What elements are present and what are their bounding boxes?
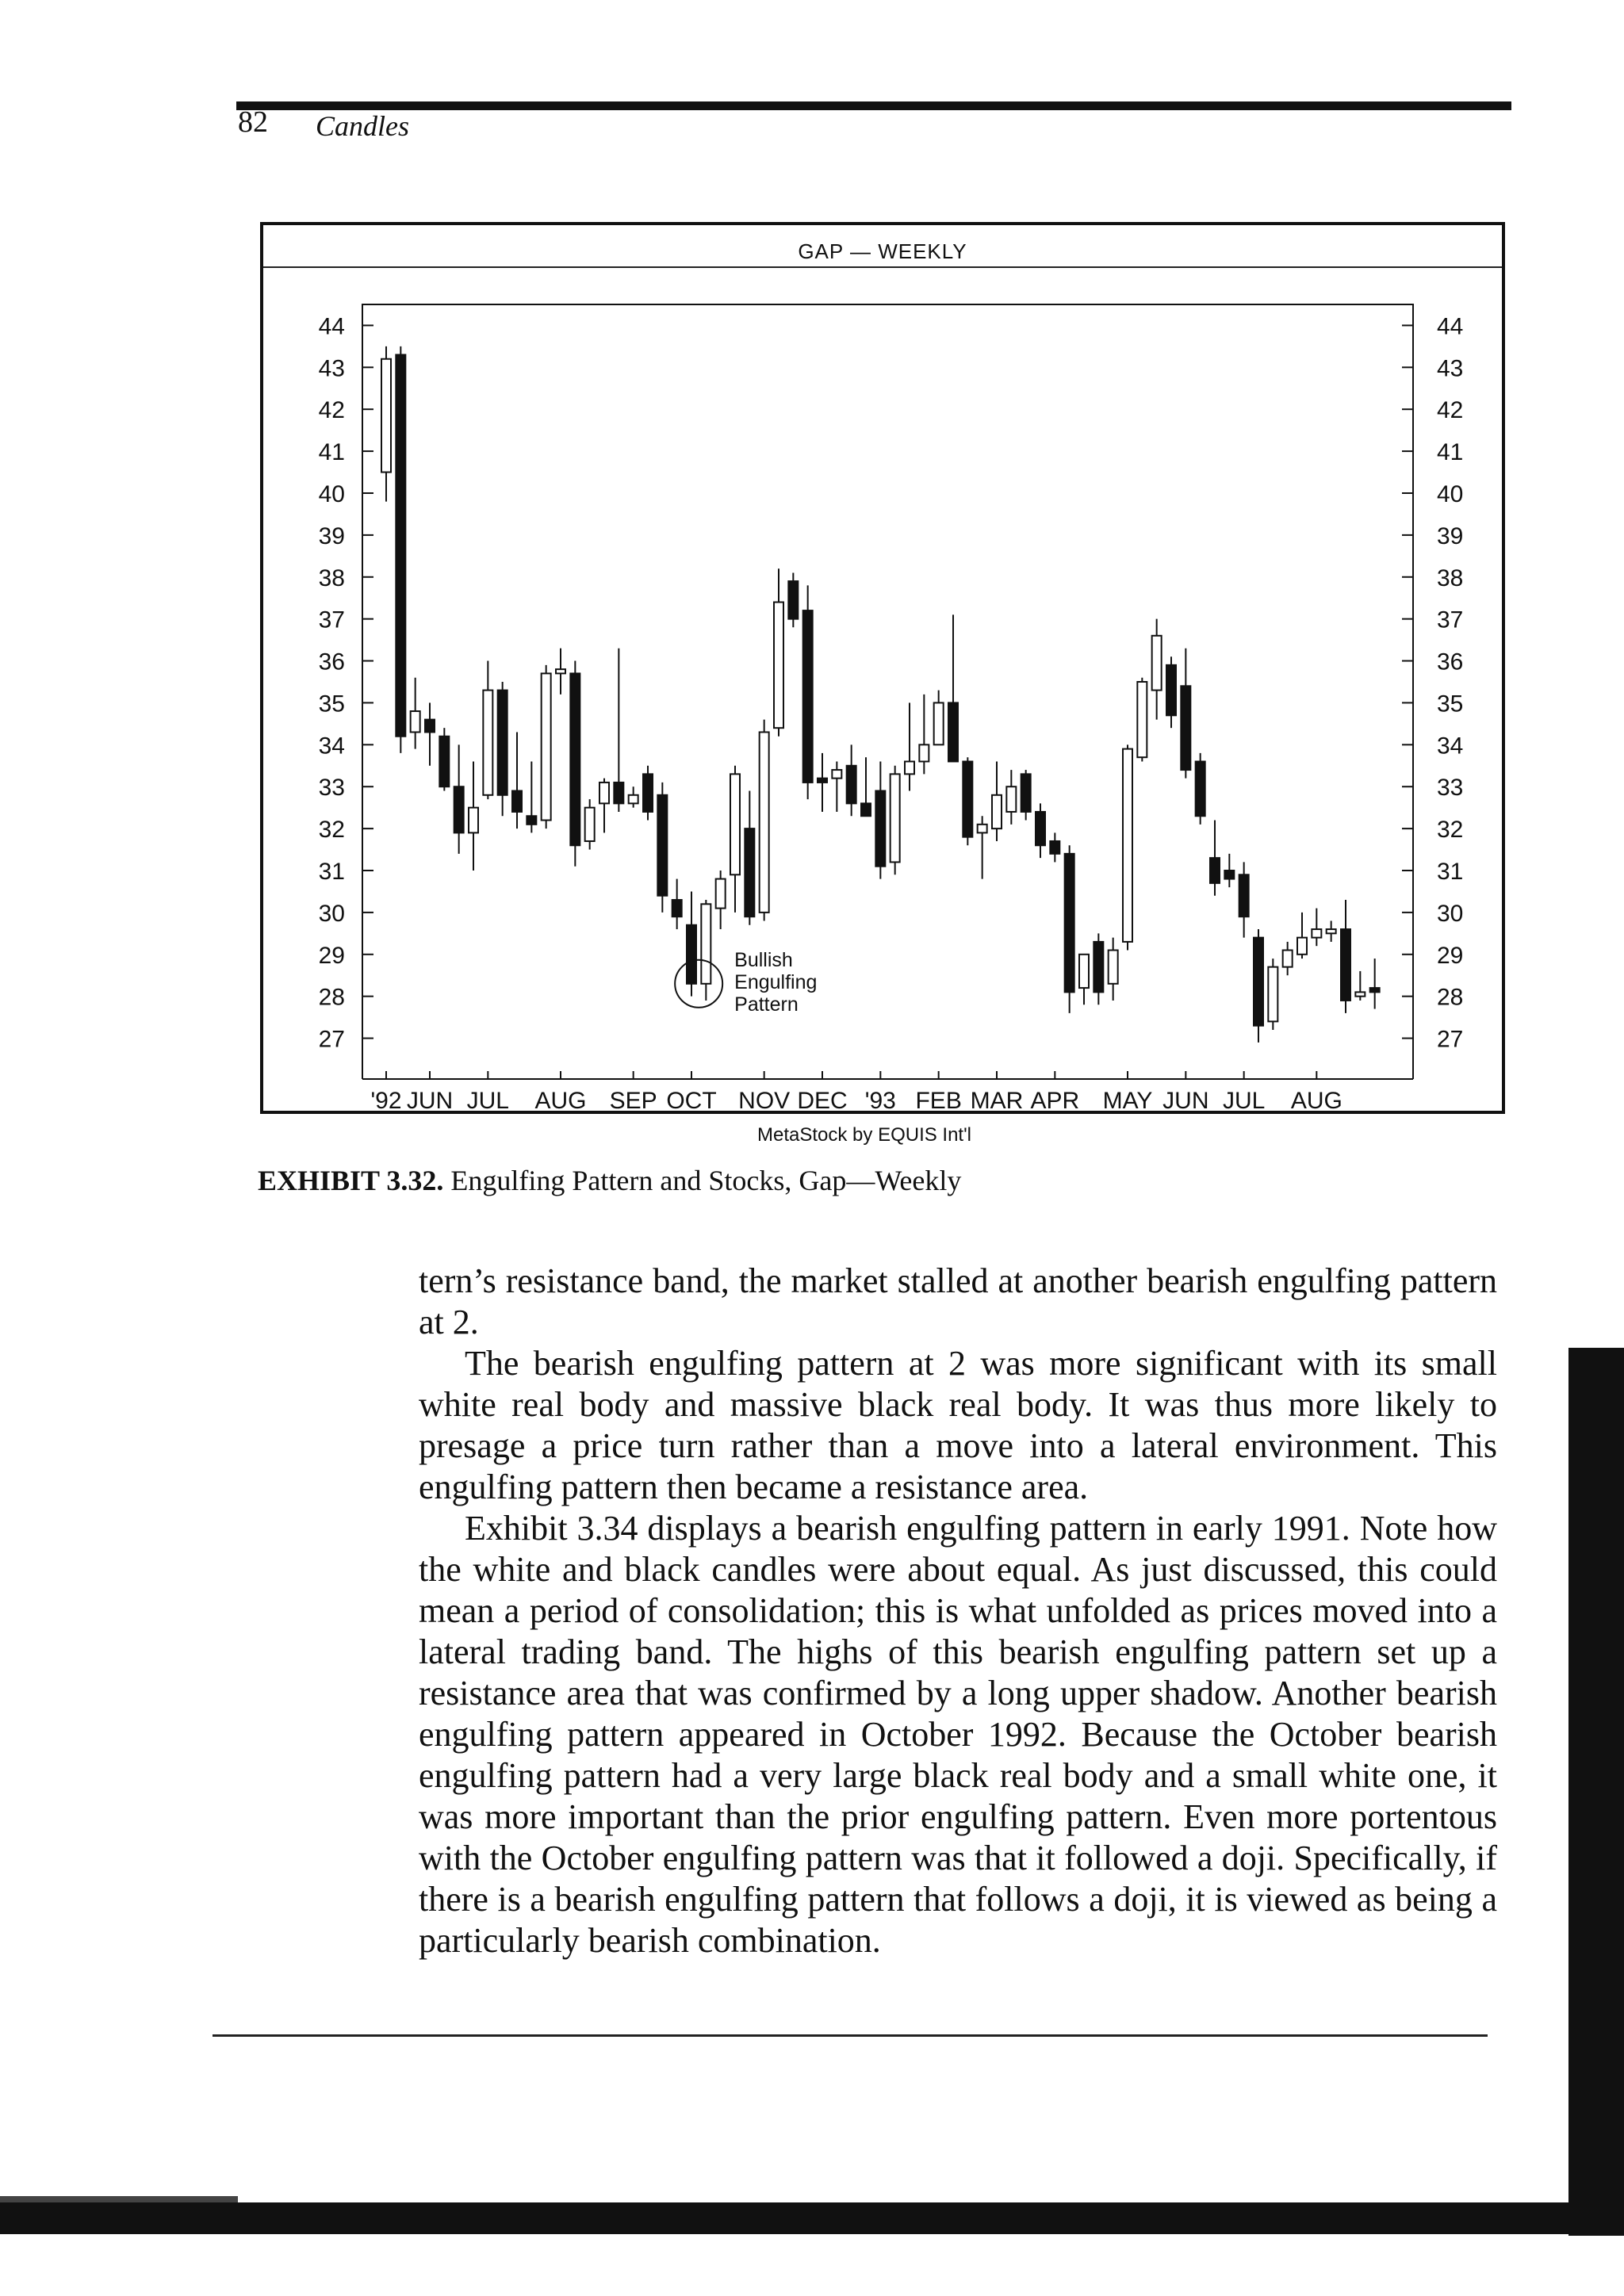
candlestick-chart [263,266,1502,1111]
candle-white [1137,682,1147,757]
candle-black [1166,665,1176,715]
x-tick-label: NOV [738,1088,791,1111]
candle-black [454,786,464,832]
candle-white [1268,967,1277,1022]
candle-black [396,354,405,736]
chart-title: GAP — WEEKLY [798,239,967,263]
candle-white [701,904,710,983]
candle-black [1239,874,1249,916]
candle-black [614,783,623,803]
footer-rule [213,2034,1488,2037]
y-tick-label: 38 [1437,564,1464,591]
caption-text: Engulfing Pattern and Stocks, Gap—Weekly [450,1165,962,1196]
candle-white [585,808,595,841]
candle-white [1327,929,1336,933]
chart-figure [260,222,1505,1114]
candle-white [1283,950,1293,966]
x-tick-label: SEP [609,1088,657,1111]
y-tick-label: 28 [318,984,345,1011]
candle-black [1094,942,1103,992]
candle-black [1050,841,1059,854]
candle-white [730,774,740,874]
paragraph: Exhibit 3.34 displays a bearish engulfing pattern in early 1991. Note how the white and black candles were about equal. As just discussed, this could mean a period of consolidation; this is what unfolded as prices moved into a lateral trading band. The highs of this bearish engulfing pattern set up a resistance area that was confirmed by a long upper shadow. Another bearish engulfing pattern appeared in October 1992. Because the October bearish engulfing pattern had a very large black real body and a small white one, it was more important than the prior engulfing pattern. Even more portentous with the October engulfing pattern was that it followed a doji. Specifically, if there is a bearish engulfing pattern that follows a doji, it is viewed as being a particularly bearish combination. [419,1509,1497,1960]
candle-black [570,673,580,845]
candle-white [542,673,551,820]
y-tick-label: 30 [318,900,345,927]
candle-white [1079,955,1089,988]
candle-black [687,925,696,984]
y-tick-label: 43 [318,355,345,382]
y-tick-label: 37 [1437,607,1464,633]
x-tick-label: OCT [666,1088,717,1111]
y-tick-label: 33 [318,775,345,802]
candle-white [483,691,492,795]
chart-title-bar [263,225,1502,268]
candle-black [643,774,653,812]
x-tick-label: FEB [915,1088,962,1111]
y-tick-label: 27 [1437,1026,1464,1053]
y-tick-label: 28 [1437,984,1464,1011]
y-tick-label: 41 [318,439,345,466]
candle-white [978,825,987,833]
candle-black [1021,774,1031,812]
candle-white [629,795,638,804]
candle-black [745,828,754,916]
y-tick-label: 36 [1437,649,1464,675]
x-tick-label: JUN [406,1088,454,1111]
candle-black [512,791,522,812]
candle-black [963,761,972,836]
y-tick-label: 34 [1437,733,1464,760]
candle-black [672,900,682,916]
candle-white [1109,950,1118,983]
candle-white [1297,938,1307,955]
candle-white [1152,636,1162,691]
y-tick-label: 40 [318,481,345,507]
candle-white [891,774,900,862]
annotation-circle [675,960,722,1008]
figure-caption [258,1164,961,1197]
candle-white [1123,749,1132,942]
y-tick-label: 43 [1437,355,1464,382]
y-tick-label: 30 [1437,900,1464,927]
candle-white [905,761,914,774]
candle-black [1065,854,1074,993]
y-tick-label: 39 [1437,522,1464,549]
annotation-label: Pattern [734,993,799,1016]
x-tick-label: AUG [1290,1088,1342,1111]
x-tick-label: '92 [370,1088,402,1111]
candle-black [1181,686,1190,770]
paragraph: tern’s resistance band, the market stalled at another bearish engulfing pattern at 2. [419,1261,1497,1341]
candle-black [875,791,885,867]
candle-white [832,770,841,779]
caption-label: EXHIBIT 3.32. [258,1165,444,1196]
candle-black [1370,988,1380,992]
candle-black [439,737,449,786]
y-tick-label: 31 [1437,859,1464,885]
candle-white [934,702,944,744]
x-tick-label: JUN [1162,1088,1209,1111]
x-tick-label: DEC [797,1088,848,1111]
candle-white [599,783,609,803]
candle-white [556,669,565,673]
y-tick-label: 35 [318,691,345,718]
scan-shadow [0,2202,1624,2234]
y-tick-label: 35 [1437,691,1464,718]
header-rule [236,101,1511,110]
candle-white [760,732,769,912]
candle-white [716,879,726,909]
candle-black [657,795,667,896]
candle-white [381,359,391,473]
y-tick-label: 32 [1437,817,1464,844]
x-tick-label: MAR [970,1088,1024,1111]
candle-black [1210,858,1220,883]
y-tick-label: 44 [1437,313,1464,340]
candle-black [1341,929,1350,1001]
x-tick-label: APR [1030,1088,1080,1111]
candle-black [803,610,813,783]
candle-black [1224,871,1234,879]
candle-black [1254,938,1263,1026]
y-tick-label: 36 [318,649,345,675]
candle-black [861,803,871,816]
candle-white [1006,786,1016,812]
annotation-label: Bullish [734,948,793,971]
y-tick-label: 34 [318,733,345,760]
annotation-label: Engulfing [734,970,818,993]
y-tick-label: 42 [318,397,345,424]
candle-black [818,779,827,783]
y-tick-label: 31 [318,859,345,885]
candle-white [919,744,929,761]
candle-black [847,766,856,804]
y-tick-label: 29 [1437,942,1464,969]
y-tick-label: 40 [1437,481,1464,507]
candle-white [774,603,783,729]
x-tick-label: '93 [864,1088,896,1111]
candle-black [948,702,958,761]
candle-black [788,581,798,619]
candle-white [1355,992,1365,996]
y-tick-label: 37 [318,607,345,633]
candle-black [527,816,536,825]
y-tick-label: 32 [318,817,345,844]
x-tick-label: JUL [466,1088,510,1111]
y-tick-label: 39 [318,522,345,549]
paragraph: The bearish engulfing pattern at 2 was more significant with its small white real body and massive black real body. It was thus more likely to presage a price turn rather than a move into a lateral environment. This engulfing pattern then became a resistance area. [419,1344,1497,1506]
x-tick-label: AUG [534,1088,587,1111]
candle-white [469,808,478,833]
y-tick-label: 38 [318,564,345,591]
y-tick-label: 29 [318,942,345,969]
x-tick-label: MAY [1102,1088,1153,1111]
y-tick-label: 41 [1437,439,1464,466]
chart-source: MetaStock by EQUIS Int'l [757,1124,972,1146]
y-tick-label: 42 [1437,397,1464,424]
y-tick-label: 44 [318,313,345,340]
x-tick-label: JUL [1222,1088,1266,1111]
body-text [419,1261,1497,1961]
candle-black [498,691,508,795]
candle-white [411,711,420,732]
page-number: 82 [238,105,268,139]
candle-black [1196,761,1205,816]
y-tick-label: 33 [1437,775,1464,802]
y-tick-label: 27 [318,1026,345,1053]
running-head: Candles [316,110,410,142]
candle-white [1312,929,1321,938]
candle-black [425,720,435,733]
candle-black [1036,812,1045,845]
scan-shadow [1568,1348,1624,2236]
candle-white [992,795,1002,828]
